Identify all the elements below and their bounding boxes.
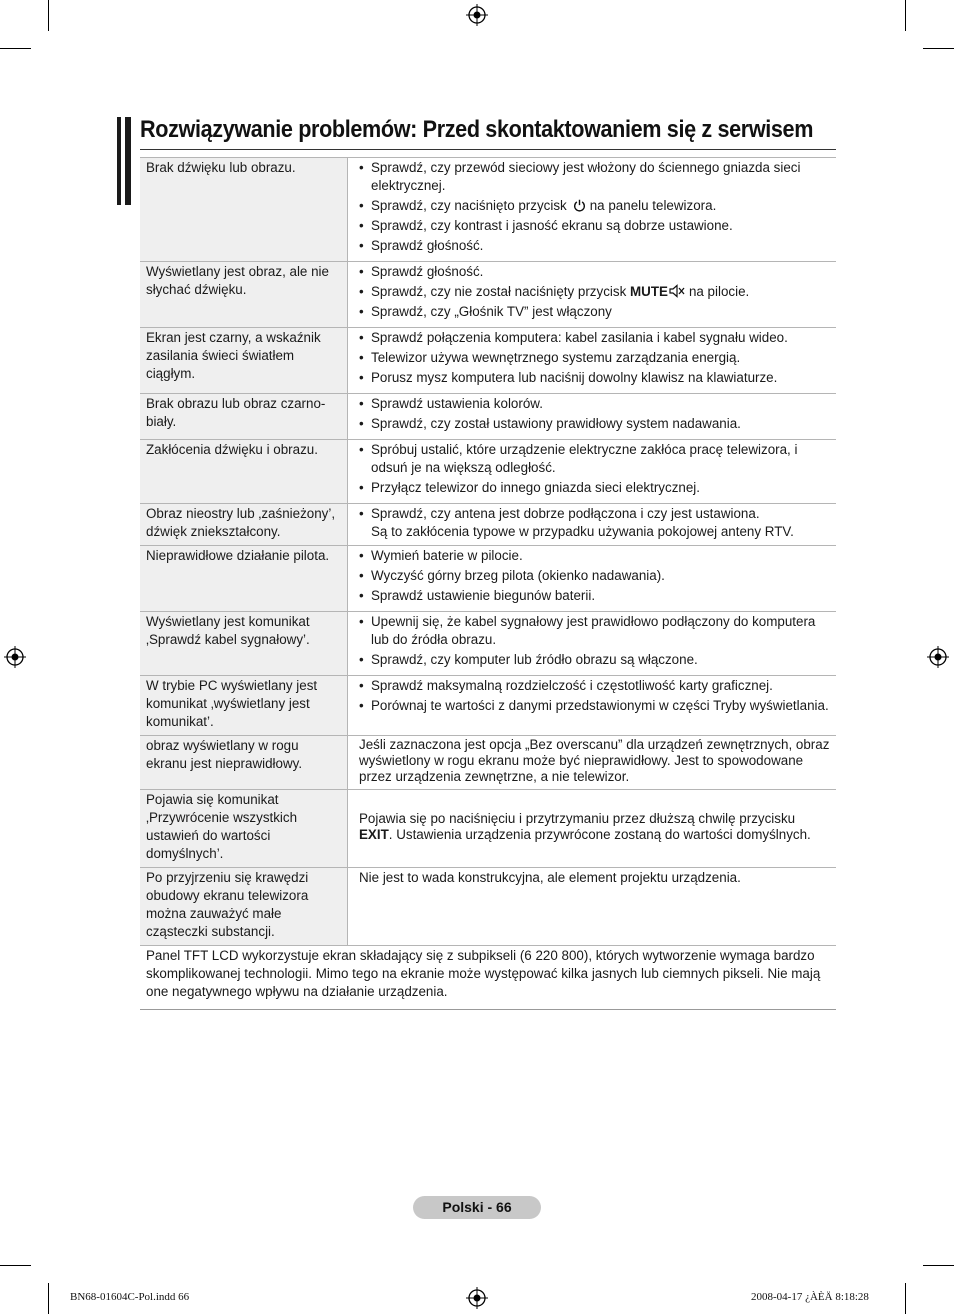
- solution-cell: [348, 440, 837, 504]
- problem-cell: Brak obrazu lub obraz czarno-biały.: [140, 394, 348, 440]
- solution-text: Sprawdź, czy nie został naciśnięty przycisk: [371, 284, 627, 299]
- solution-cell: [348, 328, 837, 394]
- registration-mark-icon: [927, 646, 949, 668]
- solution-text: na panelu telewizora.: [589, 198, 717, 213]
- solution-cell: [348, 612, 837, 676]
- solution-item: • Sprawdź głośność.: [359, 263, 830, 281]
- crop-mark: [905, 0, 906, 31]
- registration-mark-icon: [466, 4, 488, 26]
- solution-item: • Spróbuj ustalić, które urządzenie elektryczne zakłóca pracę telewizora, i odsuń je na większą odległość.: [359, 441, 830, 477]
- solution-item: [359, 505, 830, 541]
- table-row: [140, 946, 836, 1010]
- date-info: 2008-04-17 ¿ÀÈÄ 8:18:28: [751, 1291, 869, 1303]
- problem-cell: Obraz nieostry lub ‚zaśnieżony’, dźwięk zniekształcony.: [140, 504, 348, 546]
- crop-mark: [0, 48, 31, 49]
- mute-key-label: MUTE: [630, 284, 668, 299]
- solution-text: Są to zakłócenia typowe w przypadku używania pokojowej anteny RTV.: [371, 524, 794, 539]
- solution-cell: [348, 546, 837, 612]
- solution-cell: [348, 676, 837, 736]
- solution-item: • Telewizor używa wewnętrznego systemu zarządzania energią.: [359, 349, 830, 367]
- page-number-badge: Polski - 66: [413, 1196, 541, 1219]
- solution-item: • Sprawdź, czy przewód sieciowy jest włożony do ściennego gniazda sieci elektrycznej.: [359, 159, 830, 195]
- crop-mark: [0, 1265, 31, 1266]
- troubleshooting-table: [140, 157, 836, 1010]
- solution-text: Sprawdź, czy antena jest dobrze podłączona i czy jest ustawiona.: [371, 506, 760, 521]
- solution-item: • Sprawdź ustawienie biegunów baterii.: [359, 587, 830, 605]
- solution-item: • Sprawdź ustawienia kolorów.: [359, 395, 830, 413]
- table-row: [140, 546, 836, 612]
- table-row: [140, 676, 836, 736]
- title-accent-bar: [117, 117, 131, 205]
- solution-item: • Sprawdź maksymalną rozdzielczość i częstotliwość karty graficznej.: [359, 677, 830, 695]
- table-row: [140, 328, 836, 394]
- solution-cell: [348, 262, 837, 328]
- solution-text: . Ustawienia urządzenia przywrócone zostaną do wartości domyślnych.: [388, 827, 811, 842]
- table-row: [140, 394, 836, 440]
- file-info: BN68-01604C-Pol.indd 66: [70, 1291, 190, 1303]
- table-row: [140, 612, 836, 676]
- crop-mark: [923, 48, 954, 49]
- solution-item: • Wymień baterie w pilocie.: [359, 547, 830, 565]
- table-row: [140, 868, 836, 946]
- registration-mark-icon: [4, 646, 26, 668]
- solution-cell: Nie jest to wada konstrukcyjna, ale element projektu urządzenia.: [348, 868, 837, 946]
- solution-item: • Upewnij się, że kabel sygnałowy jest prawidłowo podłączony do komputera lub do źródła obrazu.: [359, 613, 830, 649]
- solution-item: • Sprawdź, czy komputer lub źródło obrazu są włączone.: [359, 651, 830, 669]
- crop-mark: [48, 0, 49, 31]
- solution-text: Pojawia się po naciśnięciu i przytrzymaniu przez dłuższą chwilę przycisku: [359, 811, 796, 826]
- solution-item: [359, 283, 830, 301]
- crop-mark: [48, 1283, 49, 1314]
- solution-item: • Porusz mysz komputera lub naciśnij dowolny klawisz na klawiaturze.: [359, 369, 830, 387]
- crop-mark: [923, 1265, 954, 1266]
- page-title: Rozwiązywanie problemów: Przed skontaktowaniem się z serwisem: [140, 116, 814, 143]
- table-row: [140, 158, 836, 262]
- solution-item: [359, 197, 830, 215]
- problem-cell: Pojawia się komunikat ‚Przywrócenie wszystkich ustawień do wartości domyślnych’.: [140, 790, 348, 868]
- solution-text: na pilocie.: [688, 284, 750, 299]
- solution-cell: [348, 790, 837, 868]
- problem-cell: obraz wyświetlany w rogu ekranu jest nieprawidłowy.: [140, 736, 348, 790]
- table-row: [140, 440, 836, 504]
- problem-cell: Brak dźwięku lub obrazu.: [140, 158, 348, 262]
- solution-item: • Sprawdź, czy został ustawiony prawidłowy system nadawania.: [359, 415, 830, 433]
- problem-cell: Wyświetlany jest obraz, ale nie słychać dźwięku.: [140, 262, 348, 328]
- problem-cell: W trybie PC wyświetlany jest komunikat ‚wyświetlany jest komunikat’.: [140, 676, 348, 736]
- solution-cell: [348, 158, 837, 262]
- power-icon: [573, 199, 586, 212]
- table-row: [140, 262, 836, 328]
- solution-item: • Porównaj te wartości z danymi przedstawionymi w części Tryby wyświetlania.: [359, 697, 830, 715]
- registration-mark-icon: [466, 1287, 488, 1309]
- solution-item: • Wyczyść górny brzeg pilota (okienko nadawania).: [359, 567, 830, 585]
- solution-cell: [348, 504, 837, 546]
- problem-cell: Po przyjrzeniu się krawędzi obudowy ekranu telewizora można zauważyć małe cząsteczki substancji.: [140, 868, 348, 946]
- solution-item: • Sprawdź głośność.: [359, 237, 830, 255]
- lcd-panel-note: Panel TFT LCD wykorzystuje ekran składający się z subpikseli (6 220 800), których wytworzenie wymaga bardzo skomplikowanej technologii. Mimo tego na ekranie może występować kilka jasnych lub ciemnych pikseli. Nie mają one negatywnego wpływu na działanie urządzenia.: [140, 946, 836, 1010]
- table-row: [140, 736, 836, 790]
- problem-cell: Wyświetlany jest komunikat ‚Sprawdź kabel sygnałowy’.: [140, 612, 348, 676]
- problem-cell: Nieprawidłowe działanie pilota.: [140, 546, 348, 612]
- exit-key-label: EXIT: [359, 827, 389, 842]
- solution-item: • Sprawdź, czy „Głośnik TV” jest włączony: [359, 303, 830, 321]
- solution-cell: [348, 394, 837, 440]
- crop-mark: [905, 1283, 906, 1314]
- table-row: [140, 790, 836, 868]
- title-divider: [140, 149, 836, 150]
- mute-icon: [669, 284, 685, 298]
- solution-item: • Sprawdź, czy kontrast i jasność ekranu są dobrze ustawione.: [359, 217, 830, 235]
- solution-text: Sprawdź, czy naciśnięto przycisk: [371, 198, 567, 213]
- solution-item: • Przyłącz telewizor do innego gniazda sieci elektrycznej.: [359, 479, 830, 497]
- solution-item: • Sprawdź połączenia komputera: kabel zasilania i kabel sygnału wideo.: [359, 329, 830, 347]
- problem-cell: Ekran jest czarny, a wskaźnik zasilania świeci światłem ciągłym.: [140, 328, 348, 394]
- table-row: [140, 504, 836, 546]
- problem-cell: Zakłócenia dźwięku i obrazu.: [140, 440, 348, 504]
- solution-cell: Jeśli zaznaczona jest opcja „Bez overscanu” dla urządzeń zewnętrznych, obraz wyświetlony w rogu ekranu może być nieprawidłowy. Jest to spowodowane przez urządzenia zewnętrzne, a nie telewizor.: [348, 736, 837, 790]
